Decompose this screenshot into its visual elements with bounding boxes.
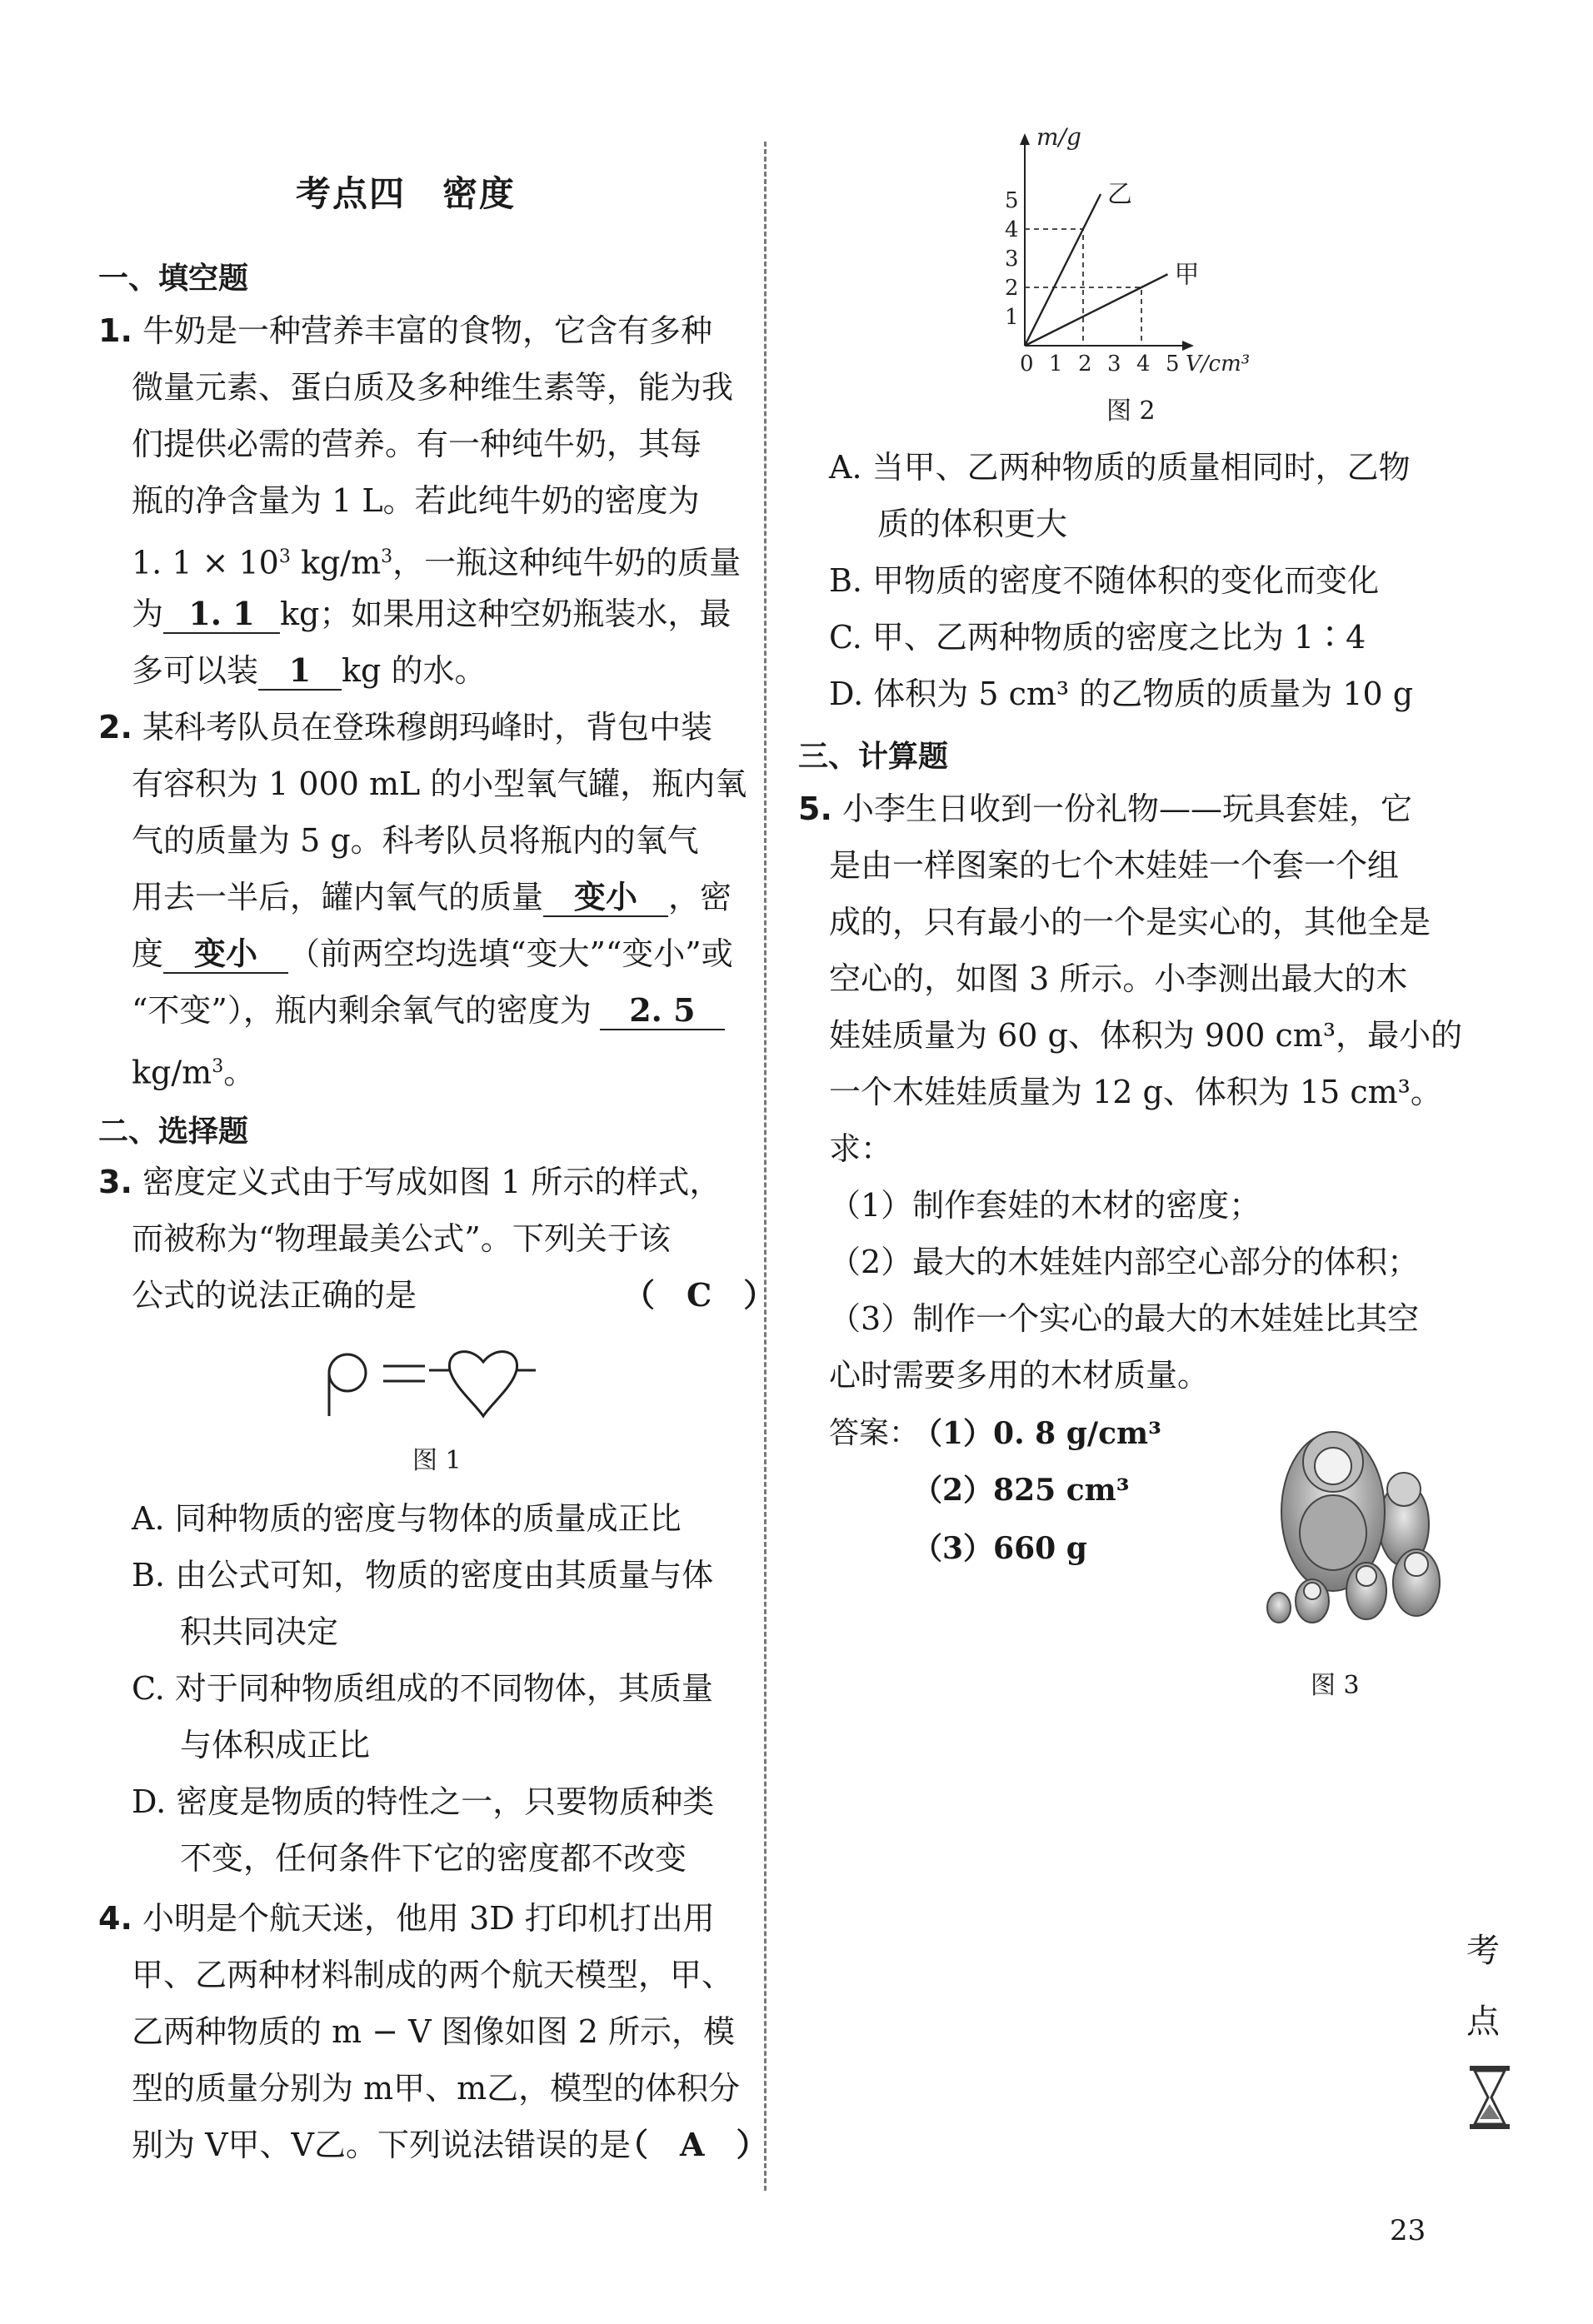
q3-option-d-cont: 不变，任何条件下它的密度都不改变 xyxy=(180,1840,687,1877)
q2-number: 2. xyxy=(98,709,132,746)
q2-answer-2: 变小 xyxy=(163,935,288,974)
x-tick-label: 4 xyxy=(1136,352,1151,375)
q5-answer-label: 答案： xyxy=(829,1416,920,1450)
sidebar-label-2: 点 xyxy=(1466,2002,1500,2041)
q1-text-3: 们提供必需的营养。有一种纯牛奶，其每 xyxy=(132,426,702,462)
hourglass-icon xyxy=(1468,2064,1511,2131)
q4-answer: （ A ） xyxy=(617,2126,768,2163)
q4-option-b: B. 甲物质的密度不随体积的变化而变化 xyxy=(829,562,1380,599)
q4-text-4: 型的质量分别为 m甲、m乙，模型的体积分 xyxy=(132,2070,741,2107)
sidebar-label-1: 考 xyxy=(1466,1932,1500,1970)
q5-answer-1: （1）0. 8 g/cm³ xyxy=(912,1416,1161,1451)
rho-loop xyxy=(329,1354,366,1391)
q5-part-3-cont: 心时需要多用的木材质量。 xyxy=(829,1357,1210,1394)
q5-part-1: （1）制作套娃的木材的密度； xyxy=(829,1187,1261,1224)
q5-text-3: 成的，只有最小的一个是实心的，其他全是 xyxy=(829,904,1431,940)
q4-option-a-cont: 质的体积更大 xyxy=(877,506,1068,542)
q3-option-b-cont: 积共同决定 xyxy=(180,1613,339,1650)
x-axis-label: V/cm³ xyxy=(1186,352,1251,375)
q5-text-7: 求： xyxy=(829,1130,893,1167)
formula-figure xyxy=(321,1333,537,1424)
x-axis-arrow xyxy=(1182,341,1194,351)
x-tick-label: 1 xyxy=(1049,352,1063,375)
nesting-dolls-image xyxy=(1250,1416,1450,1624)
series-label-乙: 乙 xyxy=(1107,180,1132,209)
q3-answer: （ C ） xyxy=(623,1276,776,1314)
m-v-chart xyxy=(987,125,1271,375)
q5-text-5: 娃娃质量为 60 g、体积为 900 cm³，最小的 xyxy=(829,1017,1463,1054)
y-tick-label: 3 xyxy=(1005,247,1019,272)
q2-text-7: $kg/m^3$。 xyxy=(132,1054,256,1091)
q2-text-1: 某科考队员在登珠穆朗玛峰时，背包中装 xyxy=(142,709,712,746)
heart-shape xyxy=(429,1352,536,1416)
q2-text-3: 气的质量为 5 g。科考队员将瓶内的氧气 xyxy=(132,822,699,859)
q2-text-5: 度 变小 （前两空均选填“变大”“变小”或 xyxy=(132,935,733,972)
y-tick-label: 5 xyxy=(1005,188,1019,213)
series-label-甲: 甲 xyxy=(1174,260,1200,290)
q3-option-a: A. 同种物质的密度与物体的质量成正比 xyxy=(132,1500,682,1537)
page-number: 23 xyxy=(1390,2214,1426,2247)
x-tick-label: 2 xyxy=(1078,352,1092,375)
q1-text-4: 瓶的净含量为 1 L。若此纯牛奶的密度为 xyxy=(132,482,700,519)
q5-answer-3: （3）660 g xyxy=(912,1531,1087,1566)
q3-text-2: 而被称为“物理最美公式”。下列关于该 xyxy=(132,1220,671,1257)
q5-number: 5. xyxy=(798,790,832,827)
q2-text-4: 用去一半后，罐内氧气的质量 变小 ，密 xyxy=(132,878,732,915)
y-tick-label: 2 xyxy=(1005,276,1019,301)
q1-text-6: 为 1. 1 kg；如果用这种空奶瓶装水，最 xyxy=(132,595,732,632)
x-tick-label: 3 xyxy=(1107,352,1121,375)
q1-text-7: 多可以装 1 kg 的水。 xyxy=(132,651,487,689)
q1-number: 1. xyxy=(98,312,132,349)
q5-part-2: （2）最大的木娃娃内部空心部分的体积； xyxy=(829,1244,1420,1280)
q4-text-3: 乙两种物质的 m − V 图像如图 2 所示，模 xyxy=(132,2013,735,2050)
y-tick-label: 4 xyxy=(1005,217,1019,242)
series-line-乙 xyxy=(1025,194,1101,346)
q1-text-2: 微量元素、蛋白质及多种维生素等，能为我 xyxy=(132,369,734,406)
figure-2-caption: 图 2 xyxy=(1106,396,1156,426)
figure-1-caption: 图 1 xyxy=(412,1446,462,1475)
q3-option-b: B. 由公式可知，物质的密度由其质量与体 xyxy=(132,1557,714,1593)
y-tick-label: 1 xyxy=(1005,305,1019,330)
q5-text-4: 空心的，如图 3 所示。小李测出最大的木 xyxy=(829,960,1408,997)
x-tick-label: 5 xyxy=(1166,352,1180,375)
q3-option-d: D. 密度是物质的特性之一，只要物质种类 xyxy=(132,1783,715,1820)
x-tick-label: 0 xyxy=(1020,352,1034,375)
q5-answer-2: （2）825 cm³ xyxy=(912,1473,1130,1508)
q3-number: 3. xyxy=(98,1164,132,1200)
q3-option-c-cont: 与体积成正比 xyxy=(180,1727,371,1763)
q2-answer-1: 变小 xyxy=(543,879,668,917)
doll-smallest xyxy=(1267,1593,1291,1623)
q2-answer-3: 2. 5 xyxy=(600,992,725,1030)
q3-option-c: C. 对于同种物质组成的不同物体，其质量 xyxy=(132,1670,713,1707)
q5-text-1: 小李生日收到一份礼物——玩具套娃，它 xyxy=(841,790,1412,827)
y-axis-arrow xyxy=(1020,133,1030,145)
q4-option-c: C. 甲、乙两种物质的密度之比为 1∶4 xyxy=(829,619,1366,656)
series-line-甲 xyxy=(1025,274,1168,346)
q5-text-2: 是由一样图案的七个木娃娃一个套一个组 xyxy=(829,847,1400,884)
y-axis-label: m/g xyxy=(1036,125,1081,151)
q1-answer-1: 1. 1 xyxy=(163,596,280,634)
q2-text-2: 有容积为 1 000 mL 的小型氧气罐，瓶内氧 xyxy=(132,766,747,802)
section-fill-heading: 一、填空题 xyxy=(98,262,249,296)
column-divider xyxy=(764,142,767,2191)
q4-option-a: A. 当甲、乙两种物质的质量相同时，乙物 xyxy=(829,449,1411,486)
q4-text-1: 小明是个航天迷，他用 3D 打印机打出用 xyxy=(142,1900,715,1937)
q1-text-5: 1. $1 \times 10^3$ $kg/m^3$，一瓶这种纯牛奶的质量 xyxy=(132,544,742,581)
page-title: 考点四 密度 xyxy=(296,173,517,214)
q3-text-1: 密度定义式由于写成如图 1 所示的样式， xyxy=(142,1164,722,1200)
q5-part-3: （3）制作一个实心的最大的木娃娃比其空 xyxy=(829,1300,1420,1337)
q1-text-1: 牛奶是一种营养丰富的食物，它含有多种 xyxy=(142,312,712,349)
q5-text-6: 一个木娃娃质量为 12 g、体积为 15 cm³。 xyxy=(829,1074,1442,1110)
figure-3-caption: 图 3 xyxy=(1311,1671,1360,1700)
q4-text-2: 甲、乙两种材料制成的两个航天模型，甲、 xyxy=(132,1957,734,1993)
q4-number: 4. xyxy=(98,1900,132,1937)
q3-text-3: 公式的说法正确的是 xyxy=(132,1277,417,1314)
q1-answer-2: 1 xyxy=(258,652,342,691)
section-calc-heading: 三、计算题 xyxy=(798,740,949,774)
q4-option-d: D. 体积为 5 cm³ 的乙物质的质量为 10 g xyxy=(829,676,1414,712)
section-choice-heading: 二、选择题 xyxy=(98,1115,249,1149)
q4-text-5: 别为 V甲、V乙。下列说法错误的是 xyxy=(132,2127,631,2163)
q2-text-6: “不变”），瓶内剩余氧气的密度为 2. 5 xyxy=(132,988,725,1033)
